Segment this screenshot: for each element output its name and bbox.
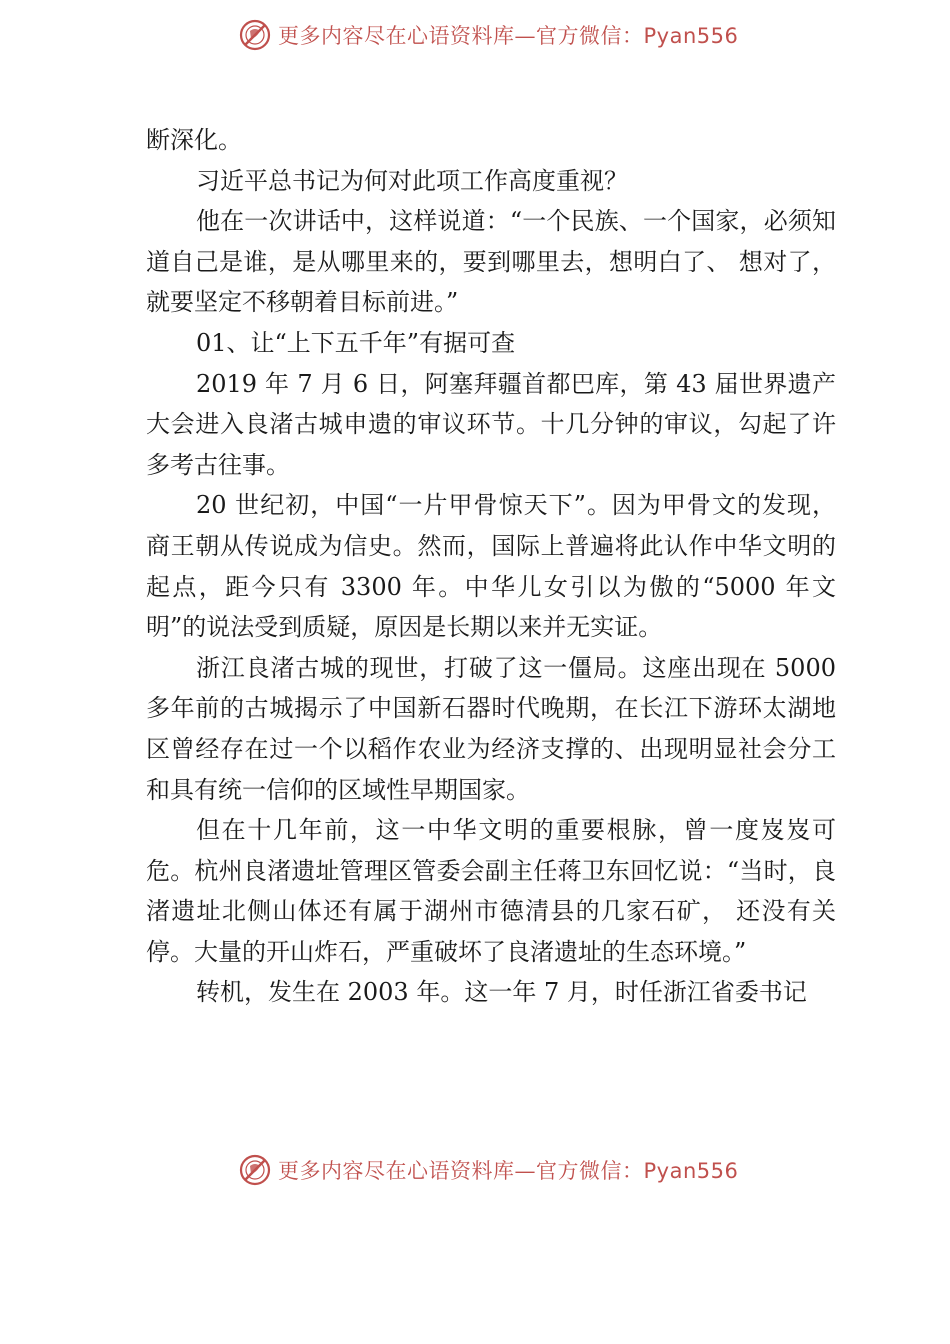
- document-body: [146, 120, 836, 1013]
- header-banner: [238, 17, 758, 53]
- banner-slogan: 更多内容尽在心语资料库—官方微信：: [278, 1159, 644, 1183]
- paragraph: 20 世纪初，中国“一片甲骨惊天下”。因为甲骨文的发现， 商王朝从传说成为信史。然而，国际上普遍将此认作中华文明的起点，距今只有 3300 年。中华儿女引以为傲的“5000 年文明”的说法受到质疑，原因是长期以来并无实证。: [146, 491, 836, 642]
- section-heading: 01、让“上下五千年”有据可查: [196, 328, 516, 357]
- circular-seal-logo-icon: [238, 1153, 272, 1187]
- paragraph: 习近平总书记为何对此项工作高度重视？: [196, 166, 628, 195]
- paragraph: 转机，发生在 2003 年。这一年 7 月，时任浙江省委书记: [196, 978, 807, 1007]
- circular-seal-logo-icon: [238, 18, 272, 52]
- paragraph: 断深化。: [146, 126, 242, 154]
- wechat-id: Pyan556: [643, 24, 739, 48]
- header-banner-text: [278, 20, 738, 50]
- footer-banner: [238, 1152, 758, 1188]
- paragraph: 他在一次讲话中，这样说道：“一个民族、一个国家，必须知道自己是谁，是从哪里来的，要到哪里去，想明白了、 想对了，就要坚定不移朝着目标前进。”: [146, 207, 836, 317]
- wechat-id: Pyan556: [643, 1159, 739, 1183]
- paragraph: 但在十几年前，这一中华文明的重要根脉，曾一度岌岌可危。杭州良渚遗址管理区管委会副主任蒋卫东回忆说：“当时，良渚遗址北侧山体还有属于湖州市德清县的几家石矿， 还没有关停。大量的开山炸石，严重破坏了良渚遗址的生态环境。”: [146, 816, 836, 966]
- footer-banner-text: [278, 1155, 738, 1185]
- banner-slogan: 更多内容尽在心语资料库—官方微信：: [278, 24, 644, 48]
- paragraph: 2019 年 7 月 6 日，阿塞拜疆首都巴库，第 43 届世界遗产大会进入良渚古城申遗的审议环节。十几分钟的审议，勾起了许多考古往事。: [146, 369, 836, 479]
- paragraph: 浙江良渚古城的现世，打破了这一僵局。这座出现在 5000 多年前的古城揭示了中国新石器时代晚期，在长江下游环太湖地区曾经存在过一个以稻作农业为经济支撑的、出现明显社会分工和具有统一信仰的区域性早期国家。: [146, 653, 836, 804]
